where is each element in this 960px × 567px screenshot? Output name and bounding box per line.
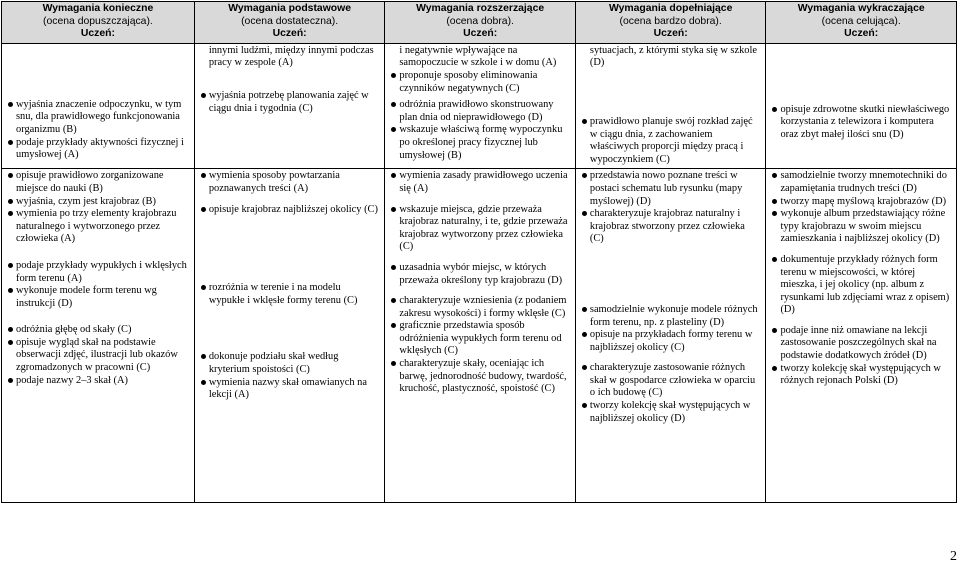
list-item: graficznie przedstawia sposób odróżnienia wypukłych form terenu od wklęsłych (C) <box>391 320 569 358</box>
list-item: wyjaśnia potrzebę planowania zajęć w ciągu dnia i tygodnia (C) <box>201 90 379 115</box>
page-number: 2 <box>950 549 957 564</box>
list-item: odróżnia głębę od skały (C) <box>8 324 188 337</box>
header-konieczne: Wymagania konieczne (ocena dopuszczająca). Uczeń: <box>2 2 195 44</box>
list-item: tworzy mapę myślową krajobrazów (D) <box>772 196 950 209</box>
cell-dopelniajace-1 <box>575 43 766 169</box>
list-item: tworzy kolekcję skał występujących w różnych rejonach Polski (D) <box>772 363 950 388</box>
header-podstawowe: Wymagania podstawowe (ocena dostateczna). Uczeń: <box>194 2 385 44</box>
list-item: wymienia zasady prawidłowego uczenia się (A) <box>391 170 569 195</box>
list-item: podaje inne niż omawiane na lekcji zastosowanie poszczególnych skał na podstawie dodatkowych źródeł (D) <box>772 325 950 363</box>
cell-rozszerzajace-1 <box>385 43 576 169</box>
cell-konieczne-1 <box>2 43 195 169</box>
list-item: dokonuje podziału skał według kryterium spoistości (C) <box>201 351 379 376</box>
list-item: wykonuje album przedstawiający różne typy krajobrazu w swoim miejscu zamieszkania i najbliższej okolicy (D) <box>772 208 950 246</box>
list-item: proponuje sposoby eliminowania czynników negatywnych (C) <box>391 70 569 95</box>
table-row <box>2 169 957 503</box>
list-item: wyjaśnia, czym jest krajobraz (B) <box>8 196 188 209</box>
list-item: prawidłowo planuje swój rozkład zajęć w ciągu dnia, z zachowaniem właściwych proporcji między pracą i wypoczynkiem (C) <box>582 116 760 166</box>
list-item: uzasadnia wybór miejsc, w których przeważa określony typ krajobrazu (D) <box>391 262 569 287</box>
list-item: i negatywnie wpływające na samopoczucie w szkole i w domu (A) <box>399 44 557 69</box>
list-item: wykonuje modele form terenu wg instrukcji (D) <box>8 285 188 310</box>
list-item: podaje nazwy 2–3 skał (A) <box>8 375 188 388</box>
list-item: charakteryzuje zastosowanie różnych skał w gospodarce człowieka w oparciu o ich budowę (C) <box>582 362 760 400</box>
header-wykraczajace: Wymagania wykraczające (ocena celująca). Uczeń: <box>766 2 957 44</box>
cell-wykraczajace-1 <box>766 43 957 169</box>
list-item: podaje przykłady aktywności fizycznej i umysłowej (A) <box>8 137 188 162</box>
list-item: charakteryzuje wzniesienia (z podaniem zakresu wysokości) i formy wklęsłe (C) <box>391 295 569 320</box>
list-item: wymienia sposoby powtarzania poznawanych treści (A) <box>201 170 379 195</box>
list-item: opisuje krajobraz najbliższej okolicy (C) <box>201 204 379 217</box>
cell-konieczne-2 <box>2 169 195 503</box>
list-item: opisuje wygląd skał na podstawie obserwacji zdjęć, ilustracji lub okazów zgromadzonych w pracowni (C) <box>8 337 188 375</box>
list-item: sytuacjach, z którymi styka się w szkole (D) <box>589 44 757 69</box>
cell-podstawowe-2 <box>194 169 385 503</box>
list-item: tworzy kolekcję skał występujących w najbliższej okolicy (D) <box>582 400 760 425</box>
header-row <box>2 2 957 44</box>
list-item: innymi ludźmi, między innymi podczas pracy w zespole (A) <box>208 44 374 69</box>
header-dopelniajace: Wymagania dopełniające (ocena bardzo dobra). Uczeń: <box>575 2 766 44</box>
cell-dopelniajace-2 <box>575 169 766 503</box>
list-item: opisuje zdrowotne skutki niewłaściwego korzystania z telewizora i komputera oraz zbyt małej ilości snu (D) <box>772 104 950 142</box>
requirements-table <box>1 1 957 503</box>
list-item: wskazuje właściwą formę wypoczynku po określonej pracy fizycznej lub umysłowej (B) <box>391 124 569 162</box>
list-item: opisuje prawidłowo zorganizowane miejsce do nauki (B) <box>8 170 188 195</box>
cell-wykraczajace-2 <box>766 169 957 503</box>
list-item: wyjaśnia znaczenie odpoczynku, w tym snu, dla prawidłowego funkcjonowania organizmu (B) <box>8 99 188 137</box>
list-item: wymienia nazwy skał omawianych na lekcji (A) <box>201 377 379 402</box>
header-rozszerzajace: Wymagania rozszerzające (ocena dobra). Uczeń: <box>385 2 576 44</box>
list-item: opisuje na przykładach formy terenu w najbliższej okolicy (C) <box>582 329 760 354</box>
list-item: samodzielnie wykonuje modele różnych form terenu, np. z plasteliny (D) <box>582 304 760 329</box>
list-item: dokumentuje przykłady różnych form terenu w miejscowości, w której mieszka, i jej okolicy (np. album z rysunkami lub zdjęciami wraz z opisem) (D) <box>772 254 950 317</box>
list-item: odróżnia prawidłowo skonstruowany plan dnia od nieprawidłowego (D) <box>391 99 569 124</box>
list-item: charakteryzuje skały, oceniając ich barwę, jednorodność budowy, twardość, kruchość, plastyczność, spoistość (C) <box>391 358 569 396</box>
list-item: podaje przykłady wypukłych i wklęsłych form terenu (A) <box>8 260 188 285</box>
list-item: przedstawia nowo poznane treści w postaci schematu lub rysunku (mapy myślowej) (D) <box>582 170 760 208</box>
cell-rozszerzajace-2 <box>385 169 576 503</box>
list-item: samodzielnie tworzy mnemotechniki do zapamiętania trudnych treści (D) <box>772 170 950 195</box>
list-item: rozróżnia w terenie i na modelu wypukłe i wklęsłe formy terenu (C) <box>201 282 379 307</box>
cell-podstawowe-1 <box>194 43 385 169</box>
list-item: wskazuje miejsca, gdzie przeważa krajobraz naturalny, i te, gdzie przeważa krajobraz wytworzony przez człowieka (C) <box>391 204 569 254</box>
table-row <box>2 43 957 169</box>
list-item: wymienia po trzy elementy krajobrazu naturalnego i wytworzonego przez człowieka (A) <box>8 208 188 246</box>
list-item: charakteryzuje krajobraz naturalny i krajobraz stworzony przez człowieka (C) <box>582 208 760 246</box>
